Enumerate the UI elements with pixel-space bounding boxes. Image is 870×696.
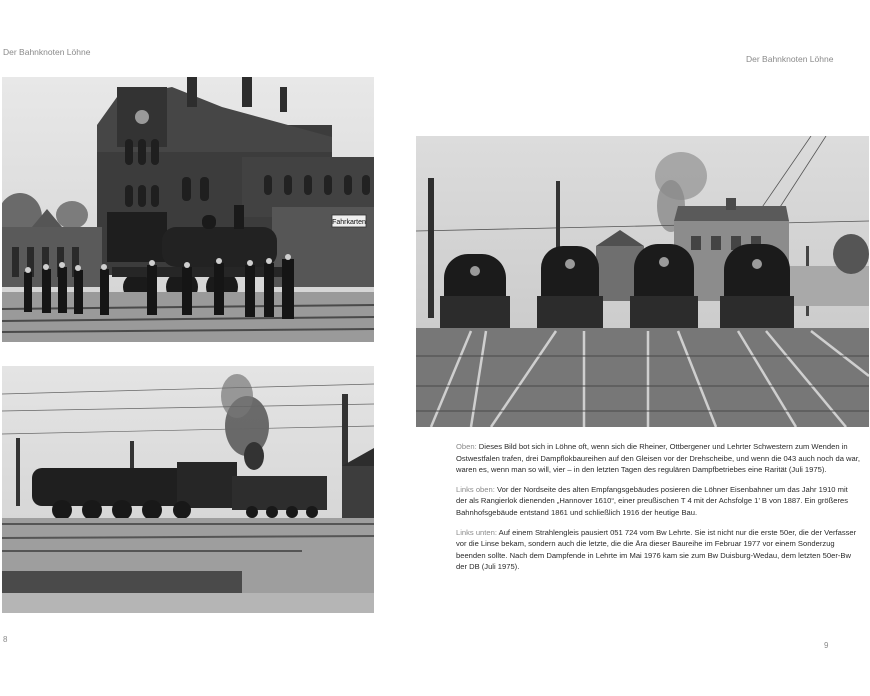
page-number-left: 8: [3, 635, 8, 644]
caption-top: [456, 441, 860, 476]
caption-left-bottom-lead: Links unten:: [456, 527, 497, 537]
page-number-right: 9: [824, 641, 829, 650]
caption-left-top: [456, 484, 860, 519]
caption-left-top-lead: Links oben:: [456, 484, 495, 494]
caption-block: [456, 441, 860, 581]
photo-station-building: [2, 77, 374, 342]
caption-left-bottom-text: Auf einem Strahlengleis pausiert 051 724 vom Bw Lehrte. Sie ist nicht nur die erste 50er, die der Verfasser vor die Linse bekam, sondern auch die letzte, die die Ära dieser Baureihe im Februar 1977 vor einem Sonderzug beenden sollte. Nach dem Dampfende in Lehrte im Mai 1976 kam sie zum Bw Duisburg-Wedau, dem letzten 50er-Bw der DB (Juli 1975).: [456, 527, 857, 572]
photo-locomotive-051: [2, 366, 374, 613]
caption-top-text: Dieses Bild bot sich in Löhne oft, wenn sich die Rheiner, Ottbergener und Lehrter Schwestern zum Wenden in Ostwestfalen trafen, drei Dampflokbaureihen auf den Gleisen vor der Drehscheibe, und wenn die 043 auch noch da war, waren es, wenn man so will, vier – in den letzten Tagen des regulären Dampfbetriebes eine Rarität (Juli 1975).: [456, 442, 860, 475]
photo-four-locomotives: [416, 136, 869, 427]
caption-top-lead: Oben:: [456, 442, 477, 451]
caption-left-bottom: [456, 527, 860, 573]
sign-fahrkarten: Fahrkarten: [332, 219, 366, 226]
running-head-right: Der Bahnknoten Löhne: [746, 54, 834, 64]
right-page: [435, 0, 870, 696]
running-head-left: Der Bahnknoten Löhne: [3, 47, 91, 57]
caption-left-top-text: Vor der Nordseite des alten Empfangsgebäudes posieren die Löhner Eisenbahner um das Jahr 1910 mit der als Rangierlok dienenden „Hannover 1610“, einer preußischen T 4 mit der Achsfolge 1’ B von 1887. Ein größeres Bahnhofsgebäude entstand 1861 und schließlich 1916 der heutige Bau.: [456, 484, 849, 517]
